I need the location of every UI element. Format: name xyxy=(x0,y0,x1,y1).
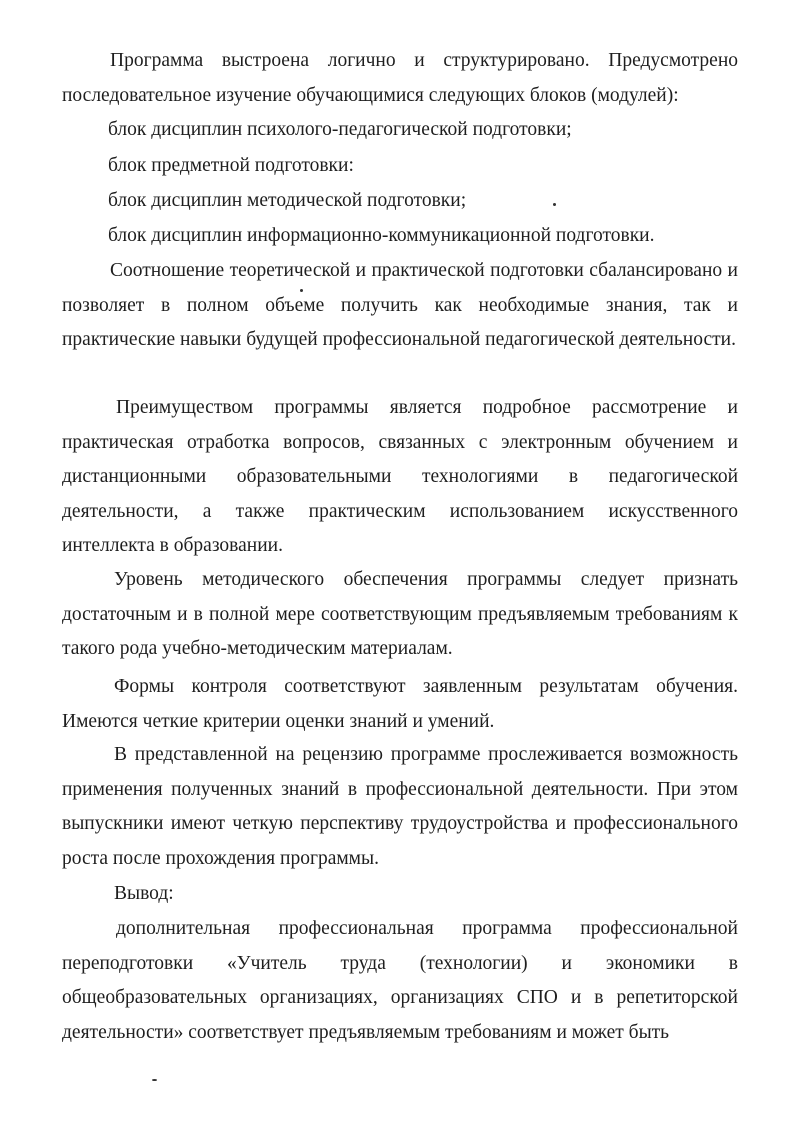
paragraph-balance: Соотношение теоретической и практической подготовки сбалансировано и позволяет в полном объеме получить как необходимые знания, так и практические навыки будущей профессиональной педагогической деятельности. xyxy=(62,260,738,350)
paragraph-control-forms: Формы контроля соответствуют заявленным результатам обучения. Имеются четкие критерии оценки знаний и умений. xyxy=(62,676,738,732)
list-item-block-3: блок дисциплин методической подготовки; xyxy=(108,190,467,211)
paragraph-methodical: Уровень методического обеспечения программы следует признать достаточным и в полной мере соответствующим предъявляемым требованиям к такого рода учебно-методическим материалам. xyxy=(62,569,738,659)
paragraph-conclusion: дополнительная профессиональная программа профессиональной переподготовки «Учитель труда (технологии) и экономики в общеобразовательных организациях, организациях СПО и в репетиторской деятельности» соответствует предъявляемым требованиям и может быть xyxy=(62,918,738,1043)
list-item-block-4: блок дисциплин информационно-коммуникационной подготовки. xyxy=(108,225,655,246)
paragraph-advantage: Преимуществом программы является подробное рассмотрение и практическая отработка вопросов, связанных с электронным обучением и дистанционными образовательными технологиями в педагогической деятельности, а также практическим использованием искусственного интеллекта в образовании. xyxy=(62,397,738,556)
scan-speck xyxy=(300,289,303,292)
conclusion-label: Вывод: xyxy=(114,883,174,904)
list-item-block-2: блок предметной подготовки: xyxy=(108,155,354,176)
paragraph-program-structure: Программа выстроена логично и структурировано. Предусмотрено последовательное изучение обучающимися следующих блоков (модулей): xyxy=(62,50,738,106)
scan-speck xyxy=(553,203,556,206)
list-item-block-1: блок дисциплин психолого-педагогической подготовки; xyxy=(108,119,572,140)
paragraph-employment: В представленной на рецензию программе прослеживается возможность применения полученных знаний в профессиональной деятельности. При этом выпускники имеют четкую перспективу трудоустройства и профессионального роста после прохождения программы. xyxy=(62,744,738,869)
scan-speck xyxy=(152,1079,157,1081)
